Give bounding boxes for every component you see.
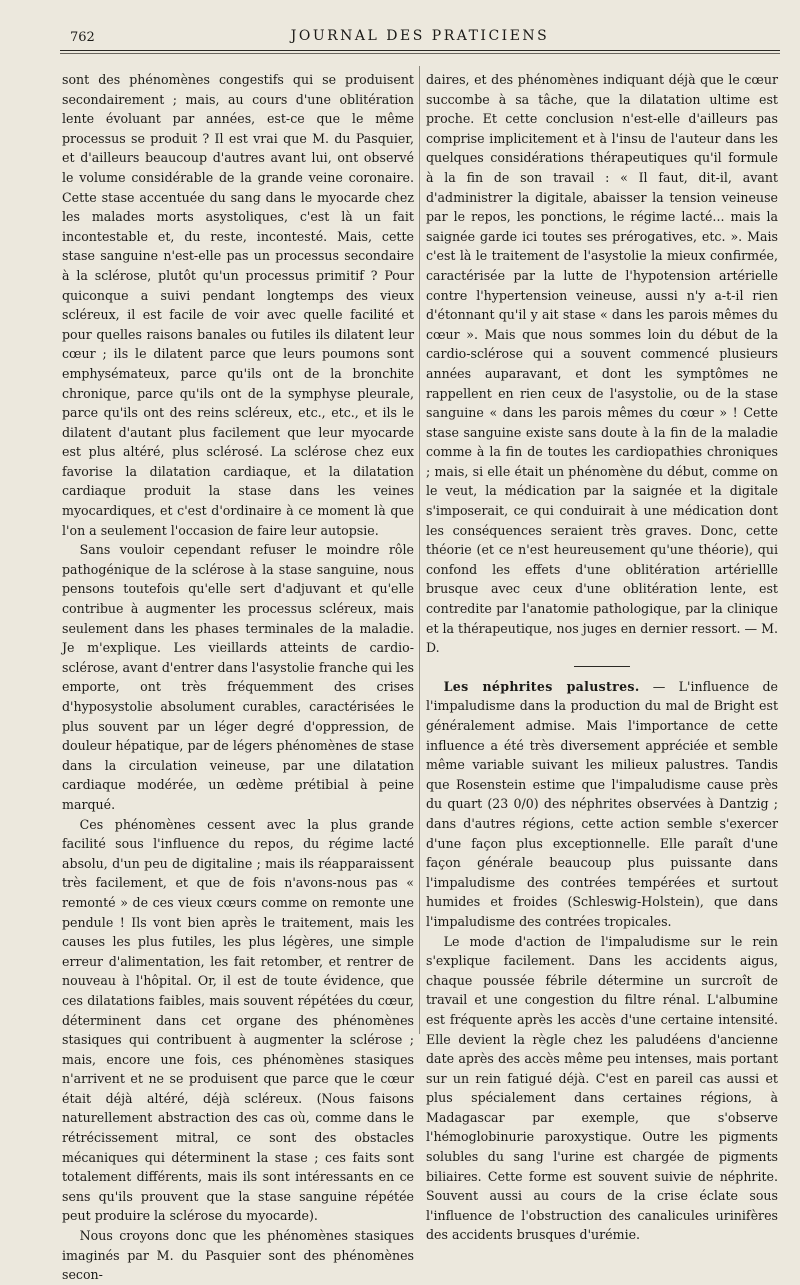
right-paragraph-3: Le mode d'action de l'impaludisme sur le rein s'explique facilement. Dans les accidents aigus, chaque poussée fébrile détermine un surcroît de travail et une congestion du filtre rénal. L'albumine est fréquente après les accès d'une certaine intensité. Elle devient la règle chez les paludéens d'ancienne date après des accès même peu intenses, mais portant sur un rein fatigué déjà. C'est en pareil cas aussi et plus spécialement dans certaines régions, à Madagascar par exemple, que s'observe l'hémoglobinurie paroxystique. Outre les pigments solubles du sang l'urine est chargée de pigments biliaires. Cette forme est souvent suivie de néphrite. Souvent aussi au cours de la crise éclate sous l'influence de l'obstruction des canalicules urinifères des accidents brusques d'urémie. xyxy=(426,933,778,1243)
header-rule xyxy=(60,50,780,51)
section-paragraph xyxy=(426,677,778,932)
page-number: 762 xyxy=(70,30,95,45)
left-paragraph-4: Nous croyons donc que les phénomènes stasiques imaginés par M. du Pasquier sont des phénomènes secon- xyxy=(62,1228,414,1283)
left-paragraph-1: sont des phénomènes congestifs qui se produisent secondairement ; mais, au cours d'une oblitération lente évoluant par années, est-ce que le même processus se produit ? Il est vrai que M. du Pasquier, et d'ailleurs beaucoup d'autres avant lui, ont observé le volume considérable de la grande veine coronaire. Cette stase accentuée du sang dans le myocarde chez les malades morts asystoliques, c'est là un fait incontestable et, du reste, incontesté. Mais, cette stase sanguine n'est-elle pas un processus secondaire à la sclérose, plutôt qu'un processus primitif ? Pour quiconque a suivi pendant longtemps des vieux scléreux, il est facile de voir avec quelle facilité et pour quelles raisons banales ou futiles ils dilatent leur cœur ; ils le dilatent parce que leurs poumons sont emphysémateux, parce qu'ils ont de la bronchite chronique, parce qu'ils ont de la symphyse pleurale, parce qu'ils ont des reins scléreux, etc., etc., et ils le dilatent d'autant plus facilement que leur myocarde est plus altéré, plus sclérosé. La sclérose chez eux favorise la dilatation cardiaque, et la dilatation cardiaque produit la stase dans les veines myocardiques, et c'est d'ordinaire à ce moment là que l'on a seulement l'occasion de faire leur autopsie. xyxy=(62,72,414,538)
left-column xyxy=(62,70,414,1283)
section-title: Les néphrites palustres. xyxy=(443,678,640,694)
page-header xyxy=(60,22,780,52)
right-column xyxy=(426,70,778,1243)
column-divider xyxy=(419,66,420,1034)
header-rule-secondary xyxy=(60,53,780,54)
running-title: JOURNAL DES PRATICIENS xyxy=(290,28,550,44)
section-intro-text: — L'influence de l'impaludisme dans la production du mal de Bright est généralement admise. Mais l'importance de cette influence a été très diversement appréciée et semble même variable suivant les milieux palustres. Tandis que Rosenstein estime que l'impaludisme cause près du quart (23 0/0) des néphrites observées à Dantzig ; dans d'autres régions, cette action semble s'exercer d'une façon plus exceptionnelle. Elle paraît d'une façon générale beaucoup plus puissante dans l'impaludisme des contrées tempérées et surtout humides et froides (Schleswig-Holstein), que dans l'impaludisme des contrées tropicales. xyxy=(426,678,778,929)
left-paragraph-3: Ces phénomènes cessent avec la plus grande facilité sous l'influence du repos, du régime lacté absolu, d'un peu de digitaline ; mais ils réapparaissent très facilement, et que de fois n'avons-nous pas « remonté » de ces vieux cœurs comme on remonte une pendule ! Ils vont bien après le traitement, mais les causes les plus futiles, les plus légères, une simple erreur d'alimentation, les fait retomber, et rentrer de nouveau à l'hôpital. Or, il est de toute évidence, que ces dilatations faibles, mais souvent répétées du cœur, déterminent dans cet organe des phénomènes stasiques qui contribuent à augmenter la sclérose ; mais, encore une fois, ces phénomènes stasiques n'arrivent et ne se produisent que parce que le cœur était déjà altéré, déjà scléreux. (Nous faisons naturellement abstraction des cas où, comme dans le rétrécissement mitral, ce sont des obstacles mécaniques qui déterminent la stase ; ces faits sont totalement différents, mais ils sont intéressants en ce sens qu'ils prouvent que la stase sanguine répétée peut produire la sclérose du myocarde). xyxy=(62,816,414,1224)
section-separator xyxy=(574,666,630,667)
left-paragraph-2: Sans vouloir cependant refuser le moindre rôle pathogénique de la sclérose à la stase sanguine, nous pensons toutefois qu'elle sert d'adjuvant et qu'elle contribue à augmenter les processus scléreux, mais seulement dans les phases terminales de la maladie. Je m'explique. Les vieillards atteints de cardio-sclérose, avant d'entrer dans l'asystolie franche qui les emporte, ont très fréquemment des crises d'hyposystolie absolument curables, caractérisées le plus souvent par un léger degré d'oppression, de douleur hépatique, par de légers phénomènes de stase dans la circulation veineuse, par une dilatation cardiaque modérée, un œdème prétibial à peine marqué. xyxy=(62,542,414,812)
right-paragraph-1: daires, et des phénomènes indiquant déjà que le cœur succombe à sa tâche, que la dilatation ultime est proche. Et cette conclusion n'est-elle d'ailleurs pas comprise implicitement et à l'insu de l'auteur dans les quelques considérations thérapeutiques qu'il formule à la fin de son travail : « Il faut, dit-il, avant d'administrer la digitale, abaisser la tension veineuse par le repos, les ponctions, le régime lacté... mais la saignée garde ici toutes ses prérogatives, etc. ». Mais c'est là le traitement de l'asystolie la mieux confirmée, caractérisée par la lutte de l'hypotension artérielle contre l'hypertension veineuse, aussi n'y a-t-il rien d'étonnant qu'il y ait stase « dans les parois mêmes du cœur ». Mais que nous sommes loin du début de la cardio-sclérose qui a souvent commencé plusieurs années auparavant, et dont les symptômes ne rappellent en rien ceux de l'asystolie, ou de la stase sanguine « dans les parois mêmes du cœur » ! Cette stase sanguine existe sans doute à la fin de la maladie comme à la fin de toutes les cardiopathies chroniques ; mais, si elle était un phénomène du début, comme on le veut, la médication par la saignée et la digitale s'imposerait, ce qui conduirait à une médication dont les conséquences seraient très graves. Donc, cette théorie (et ce n'est heureusement qu'une théorie), qui confond les effets d'une oblitération artériellle brusque avec ceux d'une oblitération lente, est contredite par l'anatomie pathologique, par la clinique et la thérapeutique, nos juges en dernier ressort. — M. D. xyxy=(426,72,778,656)
